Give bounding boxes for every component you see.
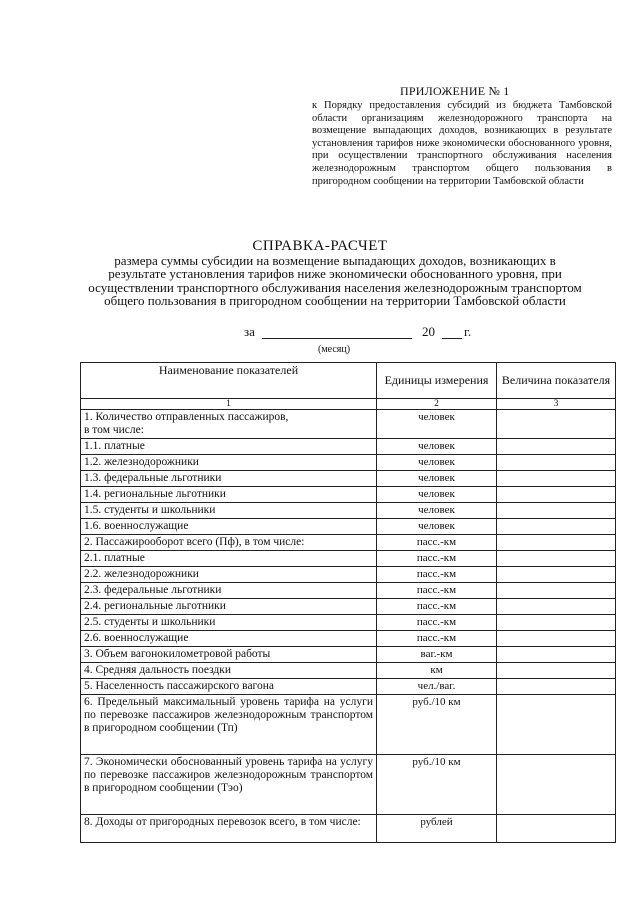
row-value[interactable] bbox=[497, 815, 616, 843]
row-name: 2.3. федеральные льготники bbox=[81, 583, 377, 599]
row-name: 2.5. студенты и школьники bbox=[81, 615, 377, 631]
row-value[interactable] bbox=[497, 535, 616, 551]
row-unit: человек bbox=[377, 487, 497, 503]
row-unit: пасс.-км bbox=[377, 567, 497, 583]
header-unit: Единицы измерения bbox=[377, 363, 497, 399]
table-row bbox=[81, 815, 616, 843]
row-name: 1.6. военнослужащие bbox=[81, 519, 377, 535]
row-unit: пасс.-км bbox=[377, 535, 497, 551]
period-prefix: за bbox=[244, 324, 255, 339]
table-row bbox=[81, 695, 616, 755]
header-value: Величина показателя bbox=[497, 363, 616, 399]
row-value[interactable] bbox=[497, 599, 616, 615]
row-unit: руб./10 км bbox=[377, 695, 497, 755]
row-unit: человек bbox=[377, 503, 497, 519]
month-blank bbox=[262, 338, 412, 339]
row-name: 2.1. платные bbox=[81, 551, 377, 567]
table-row bbox=[81, 551, 616, 567]
row-unit: пасс.-км bbox=[377, 615, 497, 631]
row-value[interactable] bbox=[497, 410, 616, 439]
row-value[interactable] bbox=[497, 551, 616, 567]
row-unit: рублей bbox=[377, 815, 497, 843]
month-note: (месяц) bbox=[318, 344, 351, 355]
column-number-row bbox=[81, 399, 616, 410]
row-name: 7. Экономически обоснованный уровень тарифа на услугу по перевозке пассажиров железнодорожным транспортом в пригородном сообщении (Тэо) bbox=[81, 755, 377, 815]
column-number: 1 bbox=[81, 399, 377, 410]
table-row bbox=[81, 679, 616, 695]
row-name: 3. Объем вагонокилометровой работы bbox=[81, 647, 377, 663]
row-value[interactable] bbox=[497, 695, 616, 755]
row-value[interactable] bbox=[497, 519, 616, 535]
row-name: 1.2. железнодорожники bbox=[81, 455, 377, 471]
table-row bbox=[81, 471, 616, 487]
table-row bbox=[81, 755, 616, 815]
row-name: 6. Предельный максимальный уровень тарифа на услуги по перевозке пассажиров железнодорожным транспортом в пригородном сообщении (Тп) bbox=[81, 695, 377, 755]
row-value[interactable] bbox=[497, 455, 616, 471]
row-value[interactable] bbox=[497, 487, 616, 503]
row-name: 1.1. платные bbox=[81, 439, 377, 455]
document-subtitle: размера суммы субсидии на возмещение выпадающих доходов, возникающих в результате установления тарифов ниже экономически обоснованного уровня, при осуществлении транспортного обслуживания населения железнодорожным транспортом общего пользования в пригородном сообщении на территории Тамбовской области bbox=[88, 253, 582, 308]
table-row bbox=[81, 455, 616, 471]
row-unit: чел./ваг. bbox=[377, 679, 497, 695]
row-unit: ваг.-км bbox=[377, 647, 497, 663]
row-value[interactable] bbox=[497, 679, 616, 695]
table-row bbox=[81, 599, 616, 615]
calculation-table bbox=[80, 362, 616, 843]
row-name: 2. Пассажирооборот всего (Пф), в том числе: bbox=[81, 535, 377, 551]
row-value[interactable] bbox=[497, 755, 616, 815]
row-unit: пасс.-км bbox=[377, 583, 497, 599]
row-name: 2.6. военнослужащие bbox=[81, 631, 377, 647]
row-unit: пасс.-км bbox=[377, 551, 497, 567]
row-name: 2.2. железнодорожники bbox=[81, 567, 377, 583]
row-unit: человек bbox=[377, 455, 497, 471]
column-number: 2 bbox=[377, 399, 497, 410]
table-row bbox=[81, 503, 616, 519]
appendix-title: ПРИЛОЖЕНИЕ № 1 bbox=[400, 84, 510, 98]
row-name: 1. Количество отправленных пассажиров, в том числе: bbox=[81, 410, 377, 439]
row-value[interactable] bbox=[497, 663, 616, 679]
table-row bbox=[81, 439, 616, 455]
row-name: 1.3. федеральные льготники bbox=[81, 471, 377, 487]
row-value[interactable] bbox=[497, 631, 616, 647]
row-name: 1.4. региональные льготники bbox=[81, 487, 377, 503]
row-unit: человек bbox=[377, 519, 497, 535]
row-value[interactable] bbox=[497, 647, 616, 663]
table-row bbox=[81, 535, 616, 551]
header-name: Наименование показателей bbox=[81, 363, 377, 399]
table-header-row bbox=[81, 363, 616, 399]
row-unit: человек bbox=[377, 471, 497, 487]
row-unit: человек bbox=[377, 439, 497, 455]
period-suffix: г. bbox=[464, 324, 472, 339]
row-unit: руб./10 км bbox=[377, 755, 497, 815]
table-row bbox=[81, 567, 616, 583]
row-value[interactable] bbox=[497, 503, 616, 519]
row-value[interactable] bbox=[497, 567, 616, 583]
row-name: 5. Населенность пассажирского вагона bbox=[81, 679, 377, 695]
row-name: 8. Доходы от пригородных перевозок всего, в том числе: bbox=[81, 815, 377, 843]
period-year: 20 bbox=[422, 324, 435, 339]
row-unit: человек bbox=[377, 410, 497, 439]
row-unit: пасс.-км bbox=[377, 631, 497, 647]
document-title: СПРАВКА-РАСЧЕТ bbox=[252, 238, 388, 254]
row-unit: км bbox=[377, 663, 497, 679]
row-value[interactable] bbox=[497, 615, 616, 631]
table-row bbox=[81, 583, 616, 599]
row-unit: пасс.-км bbox=[377, 599, 497, 615]
table-row bbox=[81, 519, 616, 535]
row-value[interactable] bbox=[497, 471, 616, 487]
table-row bbox=[81, 663, 616, 679]
row-name: 1.5. студенты и школьники bbox=[81, 503, 377, 519]
row-value[interactable] bbox=[497, 583, 616, 599]
row-name: 4. Средняя дальность поездки bbox=[81, 663, 377, 679]
table-row bbox=[81, 410, 616, 439]
row-value[interactable] bbox=[497, 439, 616, 455]
column-number: 3 bbox=[497, 399, 616, 410]
row-name: 2.4. региональные льготники bbox=[81, 599, 377, 615]
table-row bbox=[81, 647, 616, 663]
table-row bbox=[81, 631, 616, 647]
table-row bbox=[81, 615, 616, 631]
year-blank bbox=[442, 338, 462, 339]
appendix-text: к Порядку предоставления субсидий из бюджета Тамбовской области организациям железнодорожного транспорта на возмещение выпадающих доходов, возникающих в результате установления тарифов ниже экономически обоснованного уровня, при осуществлении транспортного обслуживания населения железнодорожным транспортом общего пользования в пригородном сообщении на территории Тамбовской области bbox=[312, 100, 612, 187]
table-row bbox=[81, 487, 616, 503]
